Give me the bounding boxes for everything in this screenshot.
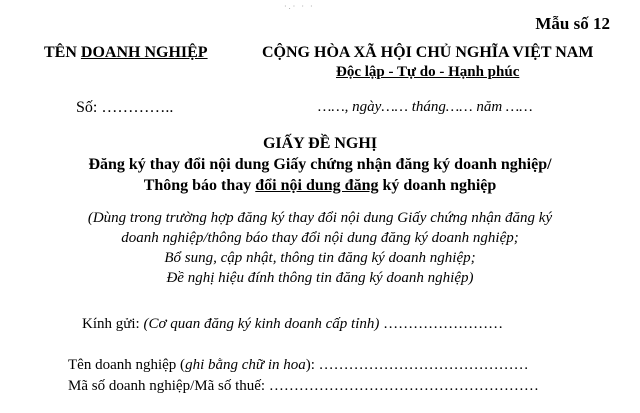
field-label-end: ):: [305, 357, 319, 373]
scan-marks: ·.· · ·: [284, 2, 315, 11]
usage-note-line: Đề nghị hiệu đính thông tin đăng ký doanh nghiệp): [166, 270, 474, 286]
recipient-value: (Cơ quan đăng ký kinh doanh cấp tỉnh): [143, 316, 380, 332]
field-label: Tên doanh nghiệp (: [68, 357, 186, 373]
document-title: GIẤY ĐỀ NGHỊ: [262, 135, 378, 152]
document-subtitle-line1: Đăng ký thay đổi nội dung Giấy chứng nhận đăng ký doanh nghiệp/: [88, 156, 552, 173]
document-date: ……, ngày…… tháng…… năm ……: [318, 99, 533, 115]
usage-note-line: Bổ sung, cập nhật, thông tin đăng ký doanh nghiệp;: [164, 250, 476, 266]
form-code: Mẫu số 12: [535, 14, 610, 33]
company-name-field: [68, 357, 529, 374]
usage-note-line: doanh nghiệp/thông báo thay đổi nội dung đăng ký doanh nghiệp;: [121, 230, 519, 246]
recipient-line: [82, 316, 503, 333]
field-fill-dots: ……………………………………: [318, 357, 529, 373]
field-fill-dots: ………………………………………………: [268, 378, 539, 394]
document-subtitle-line2: [0, 177, 640, 195]
recipient-label: Kính gửi:: [82, 316, 144, 332]
company-name-label: [44, 44, 208, 62]
field-label: Mã số doanh nghiệp/Mã số thuế:: [68, 378, 269, 394]
recipient-fill-dots: ……………………: [379, 316, 504, 332]
company-label-prefix: TÊN: [44, 44, 81, 61]
subtitle-underlined-part: đổi nội dung đăng: [255, 177, 379, 194]
usage-note-line: (Dùng trong trường hợp đăng ký thay đổi nội dung Giấy chứng nhận đăng ký: [87, 210, 553, 226]
company-label-underlined: DOANH NGHIỆP: [80, 44, 208, 61]
country-name: CỘNG HÒA XÃ HỘI CHỦ NGHĨA VIỆT NAM: [262, 44, 594, 61]
tax-code-field: [68, 378, 539, 395]
subtitle-part: Thông báo thay: [143, 177, 256, 194]
document-number: Số: …………..: [76, 99, 174, 116]
field-hint: ghi bằng chữ in hoa: [185, 357, 306, 373]
motto: Độc lập - Tự do - Hạnh phúc: [336, 64, 520, 80]
subtitle-part: ký doanh nghiệp: [378, 177, 497, 194]
